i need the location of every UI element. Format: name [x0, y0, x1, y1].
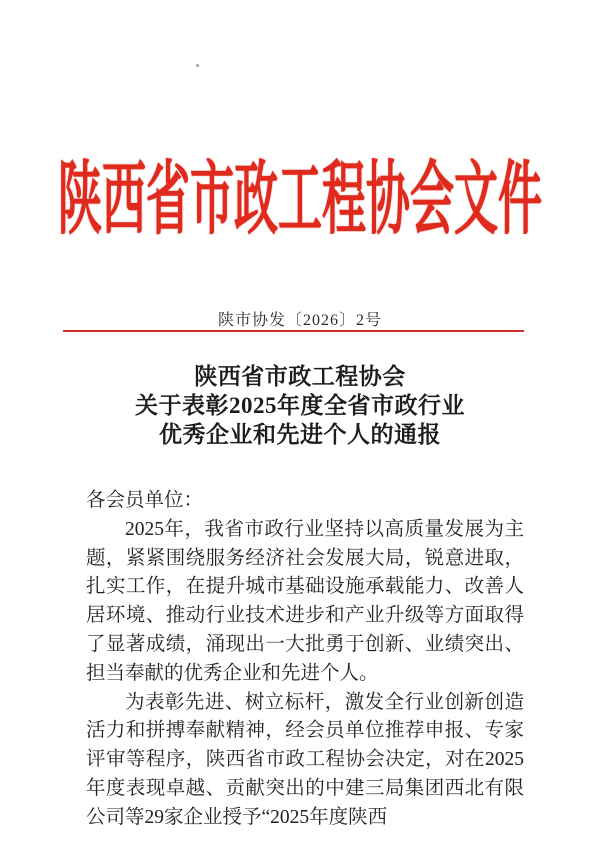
- scan-speck-artifact: [196, 64, 199, 67]
- body-paragraph-1: 2025年，我省市政行业坚持以高质量发展为主题，紧紧围绕服务经济社会发展大局，锐意进取，扎实工作，在提升城市基础设施承载能力、改善人居环境、推动行业技术进步和产业升级等方面取得了显著成绩，涌现出一大批勇于创新、业绩突出、担当奉献的优秀企业和先进个人。: [86, 518, 524, 684]
- red-divider-rule: [63, 330, 524, 332]
- document-title-line-1: 陕西省市政工程协会: [194, 364, 406, 389]
- document-reference-number: 陕市协发〔2026〕2号: [217, 312, 382, 329]
- document-title-line-3: 优秀企业和先进个人的通报: [159, 422, 441, 447]
- document-title-line-2: 关于表彰2025年度全省市政行业: [135, 393, 465, 418]
- document-body: [86, 487, 524, 833]
- document-title: [0, 362, 600, 449]
- body-paragraph-2: 为表彰先进、树立标杆，激发全行业创新创造活力和拼搏奉献精神，经会员单位推荐申报、专家评审等程序，陕西省市政工程协会决定，对在2025年度表现卓越、贡献突出的中建三局集团西北有限公司等29家企业授予“2025年度陕西: [86, 691, 524, 828]
- salutation-line: 各会员单位：: [86, 490, 204, 511]
- red-masthead-title: 陕西省市政工程协会文件: [58, 155, 542, 245]
